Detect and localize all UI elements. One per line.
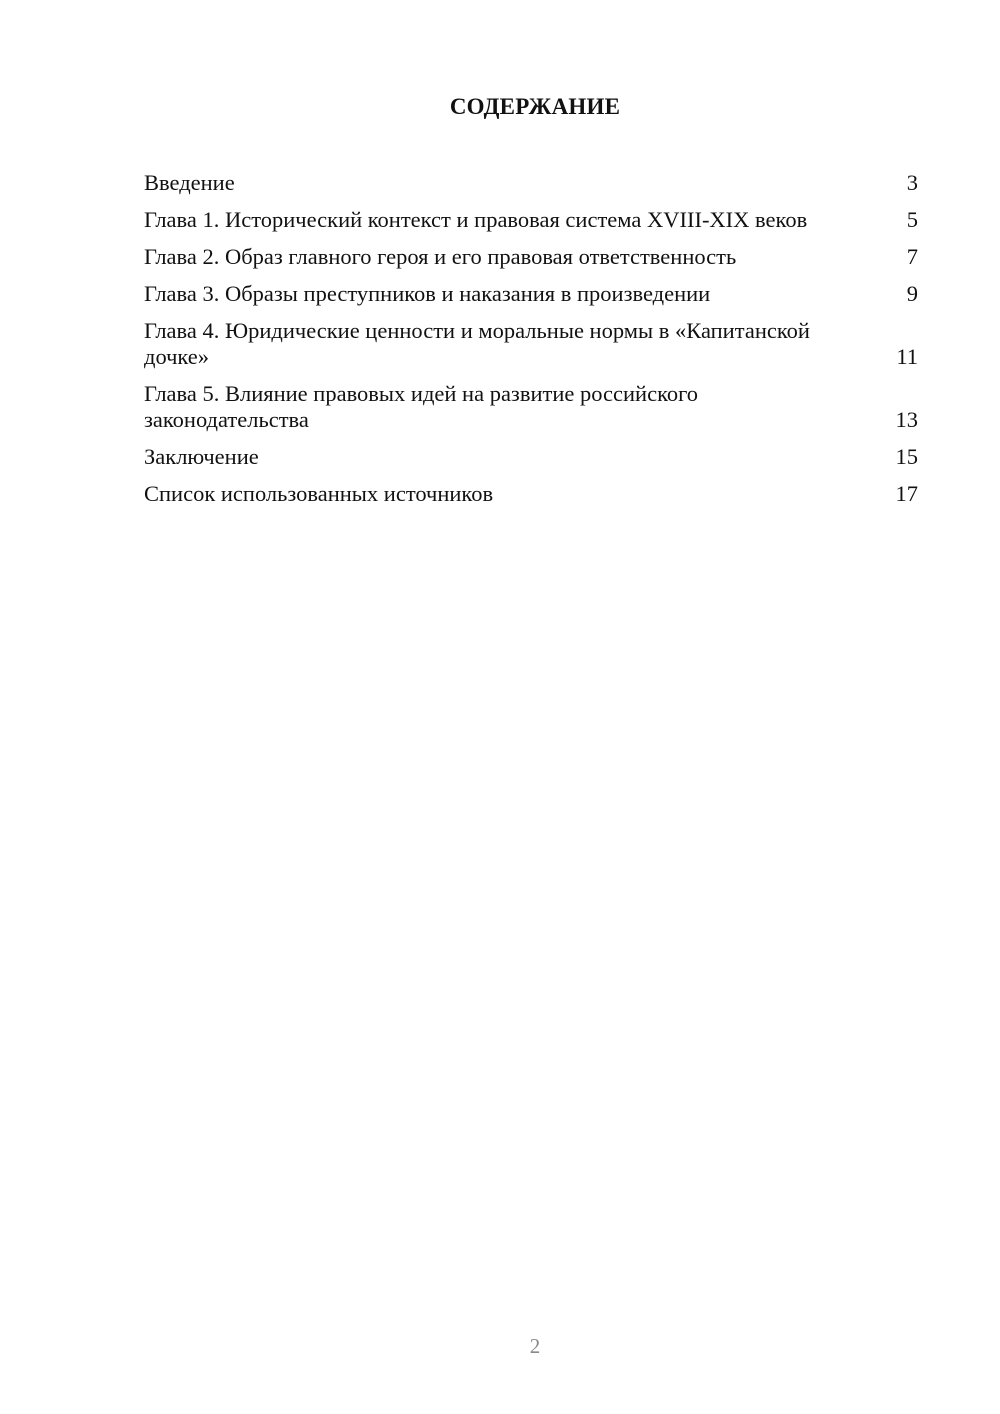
toc-entry-page: 11 xyxy=(896,344,918,369)
toc-entry-references[interactable] xyxy=(144,481,918,507)
toc-entry-introduction[interactable] xyxy=(144,170,918,196)
toc-entry-page: 15 xyxy=(895,444,918,469)
toc-entry-page: 13 xyxy=(895,407,918,432)
toc-entry-title: Глава 1. Исторический контекст и правовая система XVIII-XIX веков xyxy=(144,207,808,232)
toc-entry-title: Глава 5. Влияние правовых идей на развитие российского законодательства xyxy=(144,381,699,432)
page-title: СОДЕРЖАНИЕ xyxy=(449,94,621,119)
toc-entry-title: Глава 3. Образы преступников и наказания в произведении xyxy=(144,281,711,306)
table-of-contents xyxy=(144,170,918,518)
toc-entry-page: 5 xyxy=(906,207,918,232)
toc-entry-chapter-1[interactable] xyxy=(144,207,918,233)
toc-entry-title: Глава 4. Юридические ценности и моральные нормы в «Капитанской дочке» xyxy=(144,318,810,369)
toc-entry-chapter-4[interactable] xyxy=(144,318,918,370)
toc-entry-chapter-2[interactable] xyxy=(144,244,918,270)
toc-entry-page: 7 xyxy=(906,244,918,269)
toc-entry-title: Глава 2. Образ главного героя и его правовая ответственность xyxy=(144,244,737,269)
toc-entry-chapter-5[interactable] xyxy=(144,381,918,433)
page-number: 2 xyxy=(529,1334,541,1358)
toc-entry-page: 3 xyxy=(906,170,918,195)
toc-entry-title: Введение xyxy=(144,170,235,195)
toc-entry-page: 9 xyxy=(906,281,918,306)
toc-entry-title: Заключение xyxy=(144,444,259,469)
toc-entry-page: 17 xyxy=(895,481,918,506)
toc-entry-conclusion[interactable] xyxy=(144,444,918,470)
toc-entry-chapter-3[interactable] xyxy=(144,281,918,307)
toc-entry-title: Список использованных источников xyxy=(144,481,494,506)
